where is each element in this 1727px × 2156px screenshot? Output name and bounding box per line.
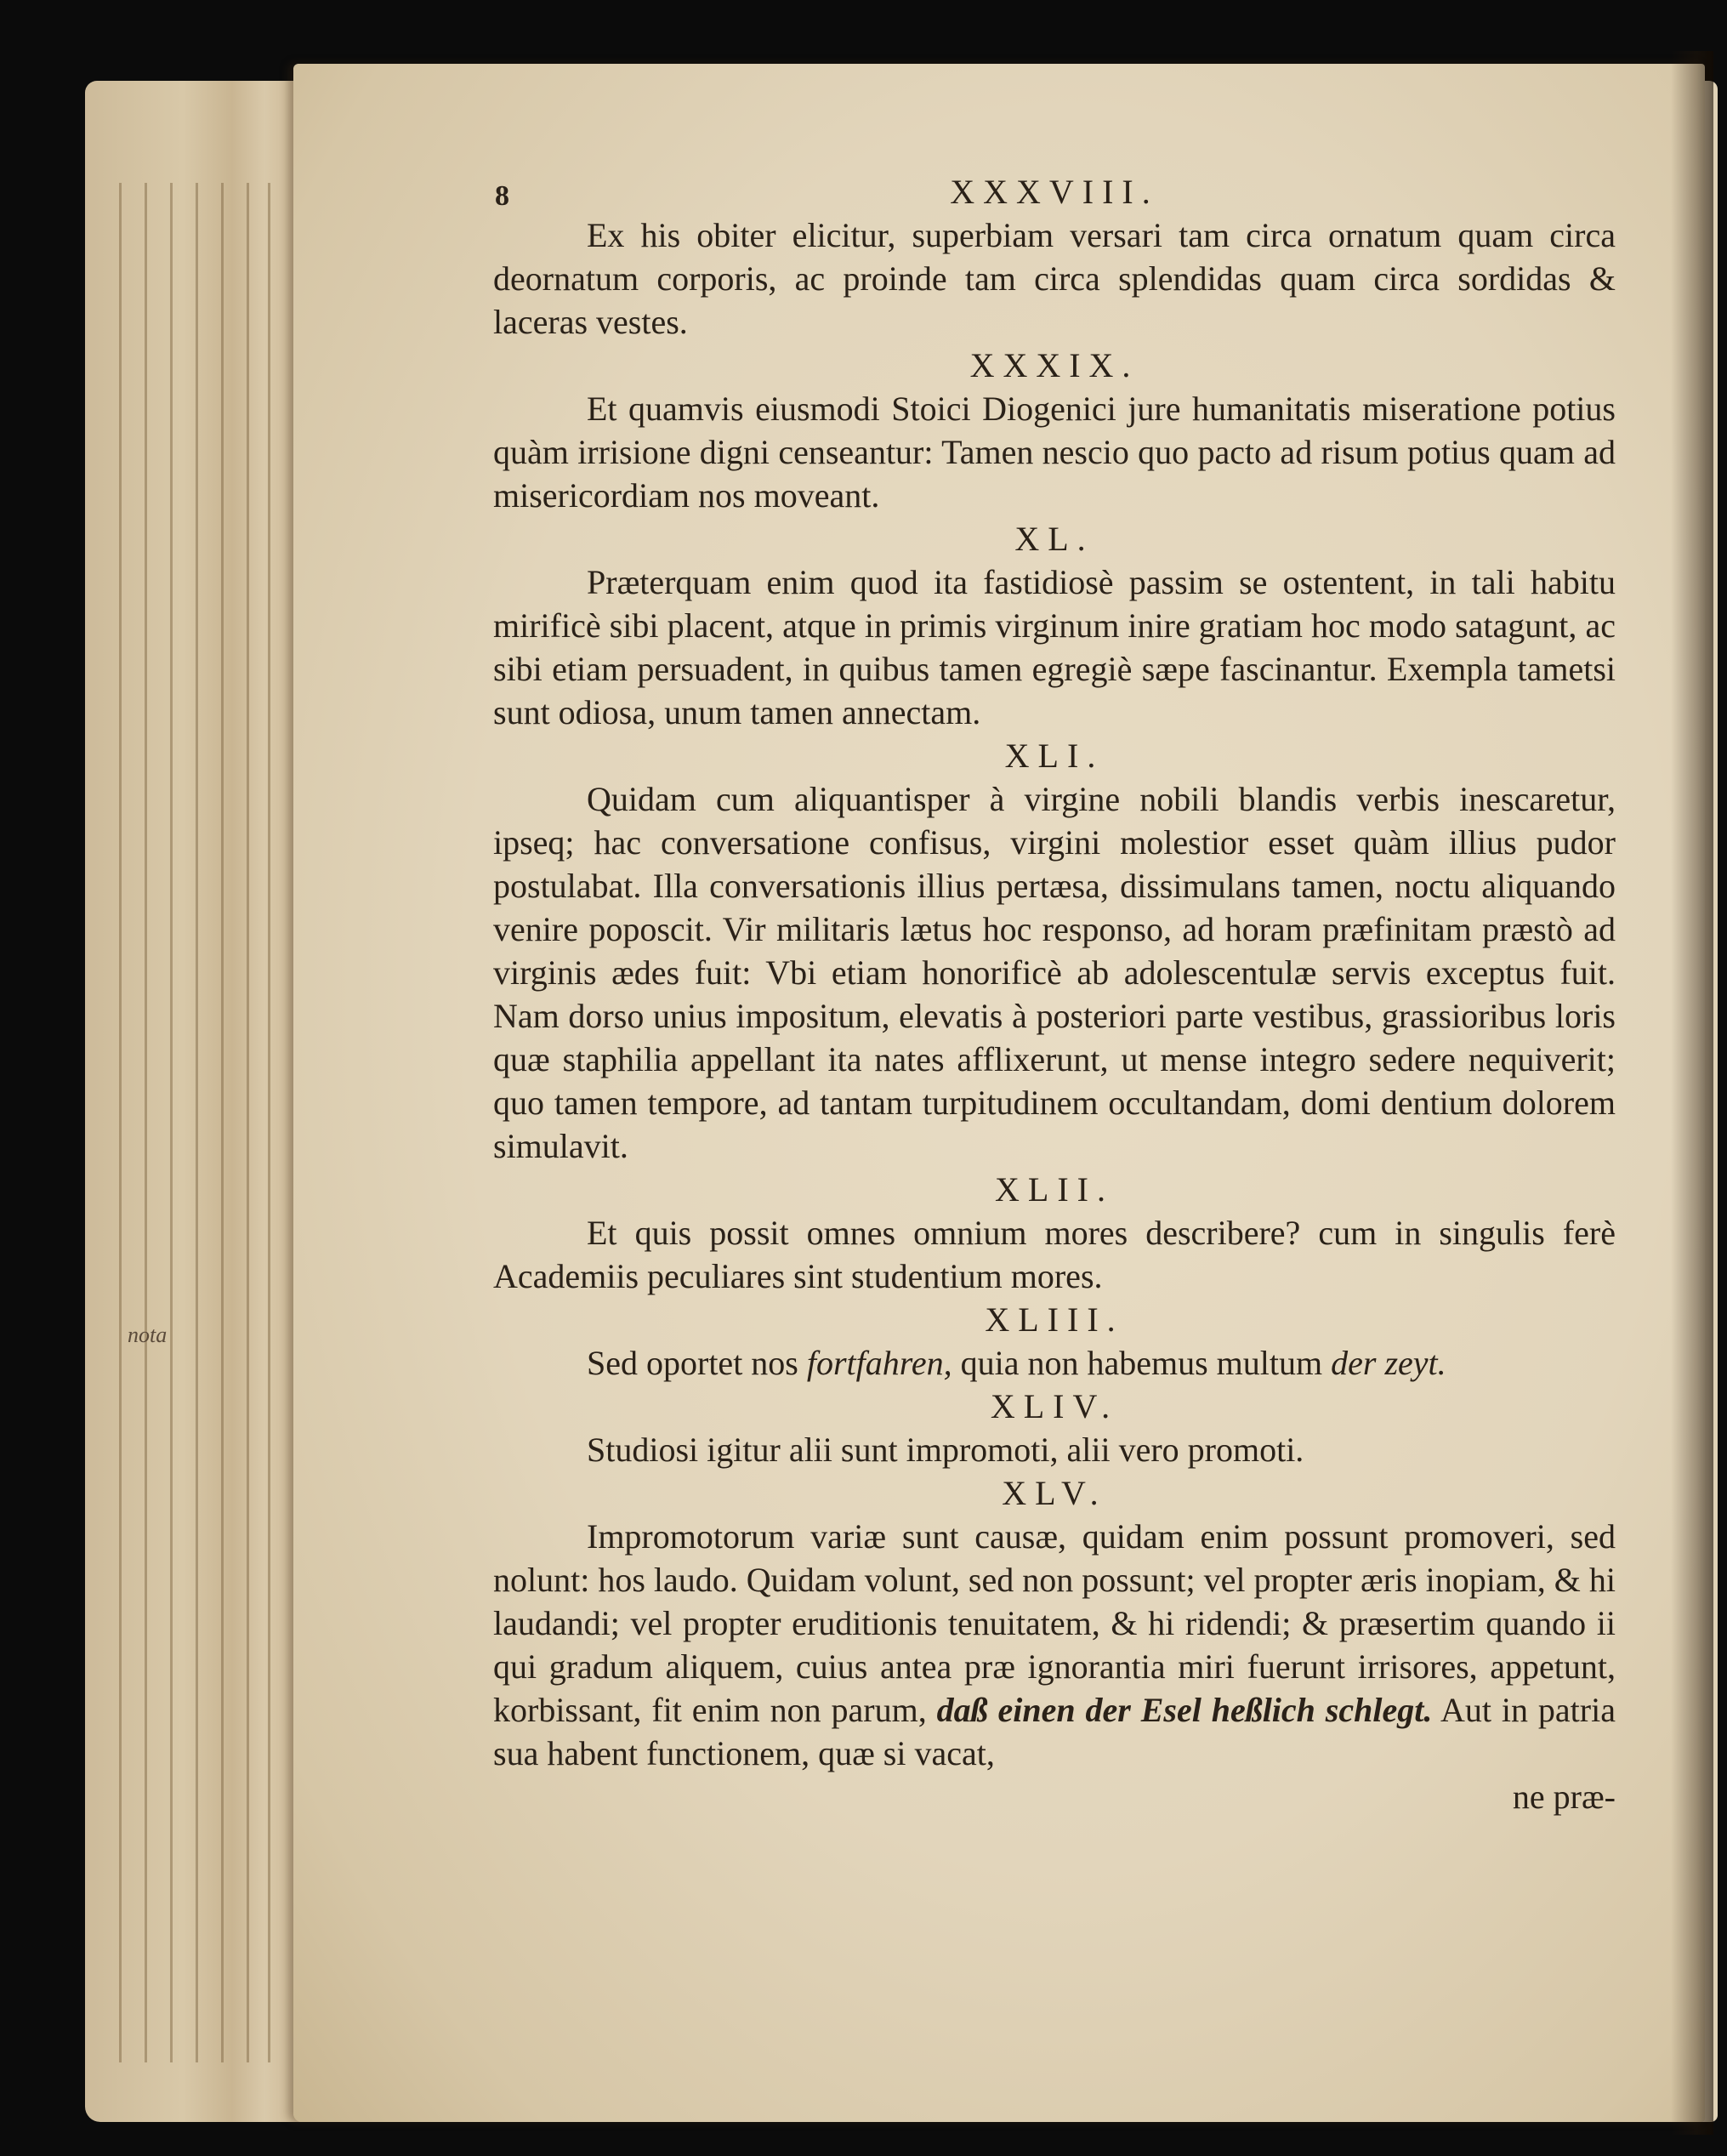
- section-paragraph: Et quamvis eiusmodi Stoici Diogenici jure humanitatis miseratione potius quàm irrisione digni censeantur: Tamen nescio quo pacto ad risum potius quam ad misericordiam nos moveant.: [493, 390, 1616, 515]
- section-paragraph: Præterquam enim quod ita fastidiosè passim se ostentent, in tali habitu mirificè sibi placent, atque in primis virginum inire gratiam hoc modo satagunt, ac sibi etiam persuadent, in quibus tamen egregiè sæpe fascinantur. Exempla tametsi sunt odiosa, unum tamen annectam.: [493, 563, 1616, 731]
- catchword: ne præ-: [1512, 1778, 1616, 1816]
- page-number: 8: [495, 180, 509, 212]
- page-edge: [196, 183, 198, 2062]
- margin-note: nota: [128, 1323, 168, 1347]
- spine-shadow: [1671, 51, 1713, 2135]
- text-run: quia non habemus multum: [952, 1344, 1332, 1382]
- german-phrase: der zeyt.: [1331, 1344, 1446, 1382]
- section-numeral: XLI.: [1004, 737, 1105, 775]
- page-edge: [268, 183, 270, 2062]
- text-run: Impromotorum variæ sunt causæ, quidam enim possunt promoveri, sed nolunt: hos laudo. Quidam volunt, sed non possunt; vel propter æris inopiam, & hi laudandi; vel propter eruditionis tenuitatem, & hi ridendi; & præsertim quando ii qui gradum aliquem, cuius antea præ ignorantia miri fuerunt irrisores, appetunt, korbissant, fit enim non parum,: [493, 1517, 1616, 1729]
- section-paragraph: [493, 1341, 1616, 1385]
- section-numeral: XXXIX.: [969, 346, 1139, 384]
- section-paragraph: Studiosi igitur alii sunt impromoti, alii vero promoti.: [587, 1431, 1304, 1469]
- section-numeral: XLIV.: [990, 1387, 1119, 1425]
- section-paragraph: Quidam cum aliquantisper à virgine nobili blandis verbis inescaretur, ipseq; hac conversatione confisus, virgini molestior esset quàm illius pudor postulabat. Illa conversationis illius pertæsa, dissimulans tamen, noctu aliquando venire poposcit. Vir militaris lætus hoc responso, ad horam præfinitam præstò ad virginis ædes fuit: Vbi etiam honorificè ab adolescentulæ servis exceptus fuit. Nam dorso unius impositum, elevatis à posteriori parte vestibus, grassioribus loris quæ staphilia appellant ita nates afflixerunt, ut mense integro sedere nequiverit; quo tamen tempore, ad tantam turpitudinem occultandam, domi dentium dolorem simulavit.: [493, 780, 1616, 1165]
- page-edge: [170, 183, 173, 2062]
- section-paragraph: [493, 1515, 1616, 1775]
- section-numeral: XL.: [1014, 520, 1094, 558]
- section-numeral: XLV.: [1002, 1474, 1107, 1512]
- page-text: [493, 170, 1616, 1818]
- text-run: Sed oportet nos: [587, 1344, 807, 1382]
- section-numeral: XLII.: [995, 1170, 1114, 1209]
- text-run: Aut in patria sua habent functionem, quæ si vacat,: [493, 1691, 1616, 1772]
- section-numeral: XXXVIII.: [950, 173, 1159, 211]
- section-numeral: XLIII.: [985, 1300, 1124, 1339]
- page-edge: [145, 183, 147, 2062]
- page-edge: [119, 183, 122, 2062]
- page-edge: [247, 183, 249, 2062]
- section-paragraph: Et quis possit omnes omnium mores describere? cum in singulis ferè Academiis peculiares sint studentium mores.: [493, 1214, 1616, 1295]
- page-edge: [221, 183, 224, 2062]
- german-phrase: daß einen der Esel heßlich schlegt.: [936, 1691, 1433, 1729]
- section-paragraph: Ex his obiter elicitur, superbiam versari tam circa ornatum quam circa deornatum corporis, ac proinde tam circa splendidas quam circa sordidas & laceras vestes.: [493, 216, 1616, 341]
- german-phrase: fortfahren,: [806, 1344, 952, 1382]
